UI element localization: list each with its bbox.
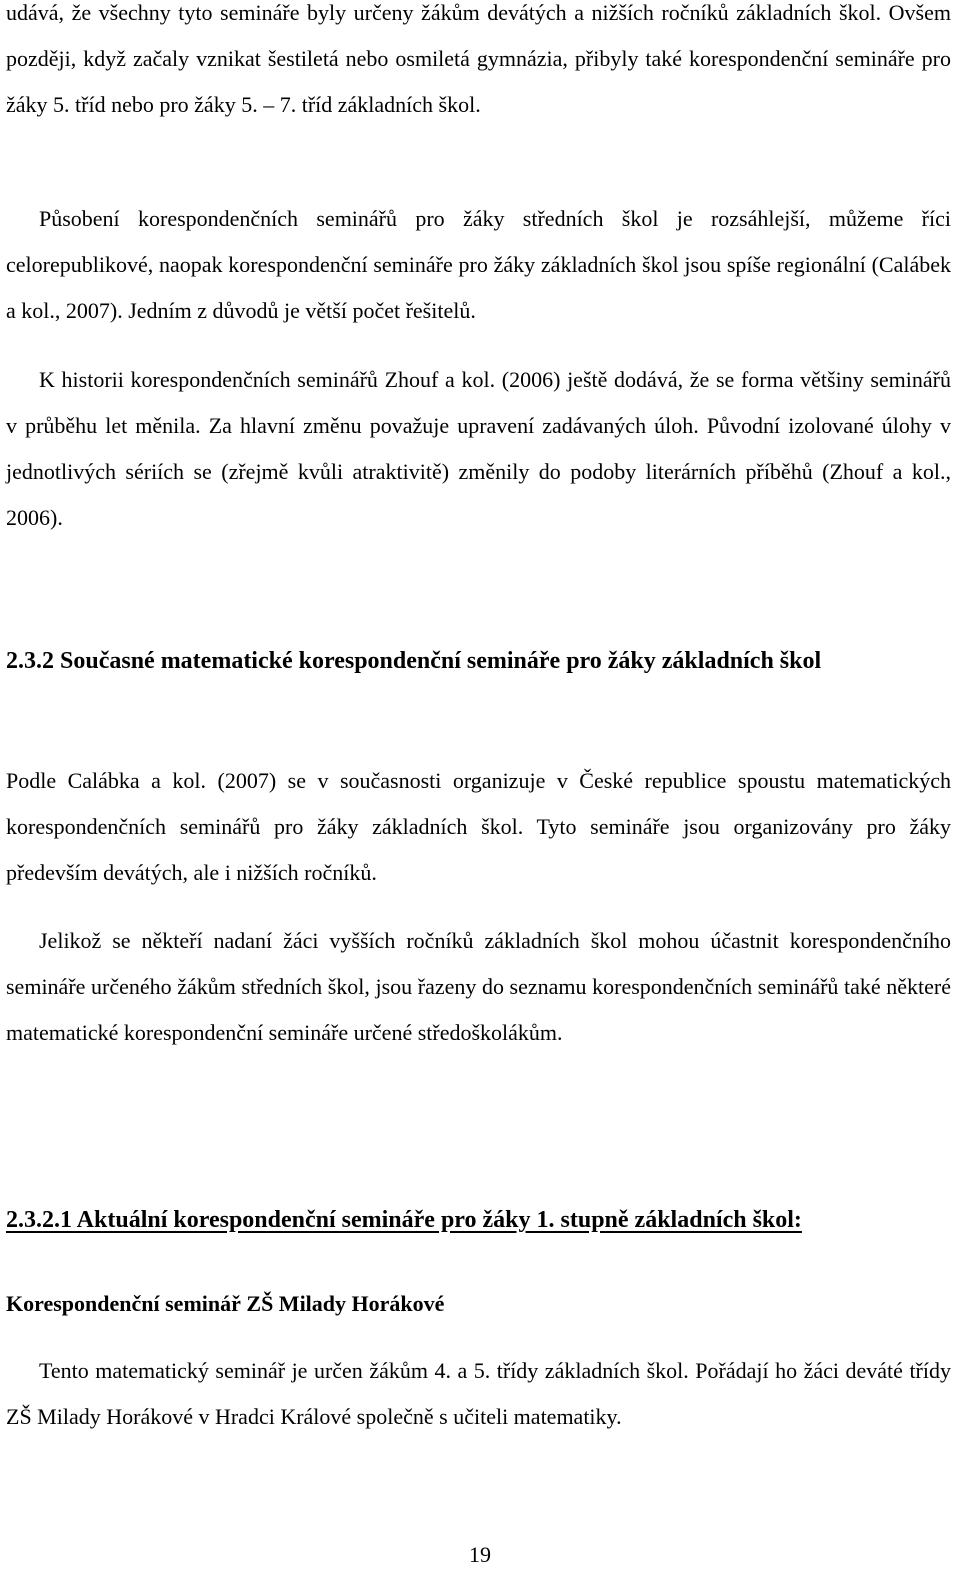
page-number: 19 (469, 1542, 491, 1567)
paragraph-scope: Působení korespondenčních seminářů pro žáky středních škol je rozsáhlejší, můžeme říci celorepublikové, naopak korespondenční semináře pro žáky základních škol jsou spíše regionální (Calábek a kol., 2007). Jedním z důvodů je větší počet řešitelů. (6, 206, 951, 323)
paragraph-grade-levels: udává, že všechny tyto semináře byly určeny žákům devátých a nižších ročníků základních škol. Ovšem později, když začaly vznikat šestiletá nebo osmiletá gymnázia, přibyly také korespondenční semináře pro žáky 5. tříd nebo pro žáky 5. – 7. tříd základních škol. (6, 0, 951, 117)
paragraph-current-state: Podle Calábka a kol. (2007) se v současnosti organizuje v České republice spoustu matematických korespondenčních seminářů pro žáky základních škol. Tyto semináře jsou organizovány pro žáky především devátých, ale i nižších ročníků. (6, 768, 951, 885)
seminar-heading: Korespondenční seminář ZŠ Milady Horákové (6, 1291, 445, 1316)
section-heading-2-3-2: 2.3.2 Současné matematické korespondenční semináře pro žáky základních škol (6, 648, 822, 674)
section-heading-2-3-2-1: 2.3.2.1 Aktuální korespondenční semináře pro žáky 1. stupně základních škol: (6, 1207, 802, 1233)
paragraph-seminar-description: Tento matematický seminář je určen žákům 4. a 5. třídy základních škol. Pořádají ho žáci deváté třídy ZŠ Milady Horákové v Hradci Králové společně s učiteli matematiky. (6, 1358, 951, 1429)
paragraph-history: K historii korespondenčních seminářů Zhouf a kol. (2006) ještě dodává, že se forma většiny seminářů v průběhu let měnila. Za hlavní změnu považuje upravení zadávaných úloh. Původní izolované úlohy v jednotlivých sériích se (zřejmě kvůli atraktivitě) změnily do podoby literárních příběhů (Zhouf a kol., 2006). (6, 367, 951, 530)
paragraph-gifted-pupils: Jelikož se někteří nadaní žáci vyšších ročníků základních škol mohou účastnit korespondenčního semináře určeného žákům středních škol, jsou řazeny do seznamu korespondenčních seminářů také některé matematické korespondenční semináře určené středoškolákům. (6, 928, 951, 1045)
